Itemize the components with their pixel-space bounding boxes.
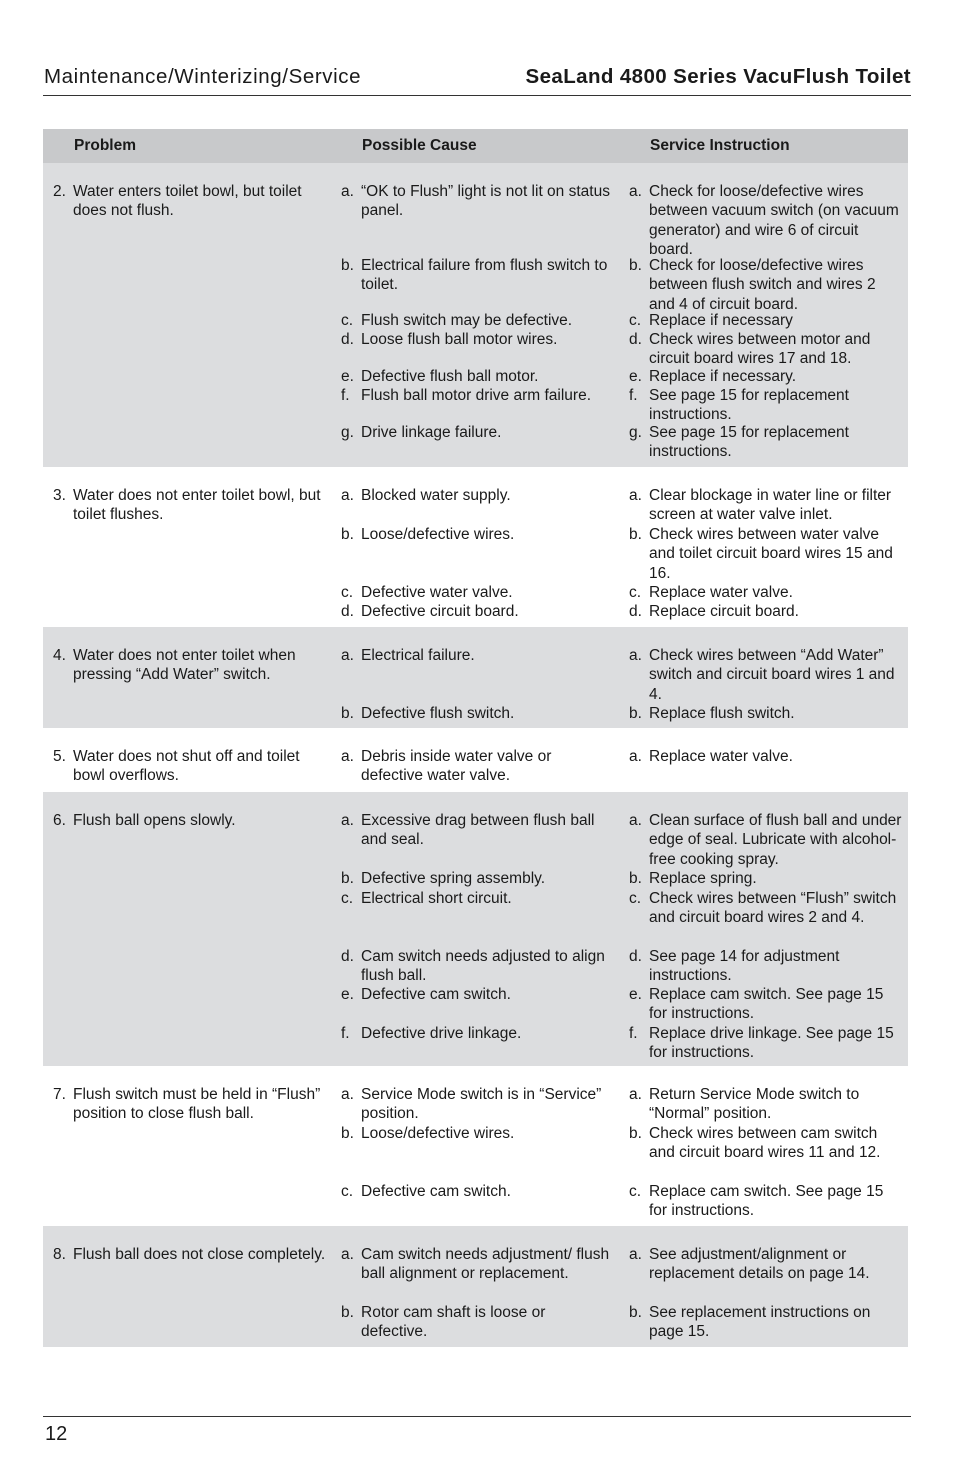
column-header-problem: Problem [74, 137, 137, 154]
problem-cell [53, 1066, 333, 1226]
cause-item-text: Loose/defective wires. [361, 1125, 515, 1142]
cause-item [341, 985, 611, 1004]
service-item [629, 367, 904, 386]
service-item-text: See adjustment/alignment or replacement details on page 14. [649, 1246, 870, 1283]
service-item-label: e. [629, 986, 642, 1003]
service-item-label: b. [629, 526, 642, 543]
service-item [629, 1245, 904, 1284]
cause-item [341, 947, 611, 986]
cause-item [341, 367, 611, 386]
service-item-label: a. [629, 1086, 642, 1103]
service-item-label: a. [629, 183, 642, 200]
service-item [629, 985, 904, 1024]
service-item-label: b. [629, 257, 642, 274]
possible-cause-cell [341, 728, 611, 792]
page-number: 12 [45, 1423, 68, 1445]
cause-item [341, 330, 611, 349]
cause-item [341, 869, 611, 888]
service-item [629, 1182, 904, 1221]
cause-item-text: Cam switch needs adjustment/ flush ball alignment or replacement. [361, 1246, 610, 1283]
service-item-text: See page 14 for adjustment instructions. [649, 948, 840, 985]
service-item [629, 182, 904, 259]
cause-item-label: b. [341, 870, 354, 887]
cause-item-text: Defective spring assembly. [361, 870, 546, 887]
service-item-label: f. [629, 1025, 638, 1042]
service-item-text: Clean surface of flush ball and under edge of seal. Lubricate with alcohol-free cooking spray. [649, 812, 902, 868]
cause-item-text: Cam switch needs adjusted to align flush ball. [361, 948, 605, 985]
problem-item [53, 486, 333, 525]
cause-item [341, 1182, 611, 1201]
service-item-text: Check wires between cam switch and circuit board wires 11 and 12. [649, 1125, 881, 1162]
service-item-text: Replace cam switch. See page 15 for instructions. [649, 986, 884, 1023]
service-item-text: Check for loose/defective wires between vacuum switch (on vacuum generator) and wire 6 of circuit board. [649, 183, 899, 258]
cause-item-text: Electrical short circuit. [361, 890, 512, 907]
service-instruction-cell [629, 627, 904, 728]
problem-item-text: Water does not enter toilet when pressing “Add Water” switch. [73, 647, 296, 684]
service-item [629, 423, 904, 462]
cause-item [341, 386, 611, 405]
cause-item-label: a. [341, 748, 354, 765]
cause-item-label: a. [341, 812, 354, 829]
service-item-text: Replace water valve. [649, 748, 793, 765]
service-item-text: Clear blockage in water line or filter screen at water valve inlet. [649, 487, 892, 524]
service-item-label: b. [629, 1125, 642, 1142]
service-item [629, 811, 904, 869]
problem-item [53, 182, 333, 221]
cause-item-text: Defective cam switch. [361, 1183, 511, 1200]
service-item-text: See page 15 for replacement instructions. [649, 387, 849, 424]
table-row [43, 467, 908, 627]
problem-item-label: 5. [53, 748, 66, 765]
cause-item-label: b. [341, 1304, 354, 1321]
service-item-text: Replace spring. [649, 870, 757, 887]
service-item-text: Replace water valve. [649, 584, 793, 601]
service-item-text: Check wires between motor and circuit board wires 17 and 18. [649, 331, 871, 368]
cause-item-label: d. [341, 603, 354, 620]
possible-cause-cell [341, 627, 611, 728]
problem-item [53, 747, 333, 786]
cause-item-label: f. [341, 1025, 350, 1042]
cause-item-label: e. [341, 986, 354, 1003]
service-item-text: Replace if necessary. [649, 368, 797, 385]
troubleshooting-table [43, 129, 908, 1347]
problem-item-label: 6. [53, 812, 66, 829]
service-item [629, 602, 904, 621]
cause-item-text: Service Mode switch is in “Service” position. [361, 1086, 602, 1123]
service-instruction-cell [629, 1066, 904, 1226]
service-item [629, 1024, 904, 1063]
cause-item-text: Flush switch may be defective. [361, 312, 573, 329]
cause-item [341, 583, 611, 602]
service-item-label: a. [629, 647, 642, 664]
service-item-text: Return Service Mode switch to “Normal” position. [649, 1086, 860, 1123]
cause-item [341, 1085, 611, 1124]
cause-item-label: b. [341, 1125, 354, 1142]
service-item-label: f. [629, 387, 638, 404]
possible-cause-cell [341, 1226, 611, 1347]
cause-item [341, 704, 611, 723]
service-item-text: Replace if necessary [649, 312, 793, 329]
service-instruction-cell [629, 1226, 904, 1347]
service-item-label: a. [629, 812, 642, 829]
cause-item-text: Defective water valve. [361, 584, 513, 601]
service-item-text: Replace flush switch. [649, 705, 795, 722]
problem-item-label: 4. [53, 647, 66, 664]
service-item-label: a. [629, 487, 642, 504]
service-item-text: Check wires between water valve and toilet circuit board wires 15 and 16. [649, 526, 893, 582]
cause-item-text: Drive linkage failure. [361, 424, 502, 441]
cause-item-text: Defective circuit board. [361, 603, 519, 620]
problem-cell [53, 728, 333, 792]
cause-item-label: f. [341, 387, 350, 404]
service-item [629, 869, 904, 888]
cause-item [341, 1124, 611, 1143]
problem-item-label: 3. [53, 487, 66, 504]
problem-item-text: Flush switch must be held in “Flush” position to close flush ball. [73, 1086, 321, 1123]
service-item [629, 311, 904, 330]
cause-item-label: c. [341, 312, 354, 329]
column-header-service-instruction: Service Instruction [650, 137, 790, 154]
cause-item-text: Rotor cam shaft is loose or defective. [361, 1304, 546, 1341]
service-item-label: d. [629, 603, 642, 620]
service-item-label: a. [629, 1246, 642, 1263]
cause-item-label: c. [341, 584, 354, 601]
service-item [629, 646, 904, 704]
service-item-label: c. [629, 584, 642, 601]
problem-item-label: 8. [53, 1246, 66, 1263]
cause-item [341, 182, 611, 221]
cause-item-label: a. [341, 1246, 354, 1263]
footer-rule [43, 1416, 911, 1417]
cause-item-label: b. [341, 526, 354, 543]
problem-cell [53, 163, 333, 467]
problem-item [53, 1085, 333, 1124]
manual-title: SeaLand 4800 Series VacuFlush Toilet [525, 65, 911, 88]
cause-item [341, 1303, 611, 1342]
cause-item-text: Loose flush ball motor wires. [361, 331, 558, 348]
cause-item-text: Loose/defective wires. [361, 526, 515, 543]
problem-item-label: 2. [53, 183, 66, 200]
cause-item [341, 889, 611, 908]
service-item-label: c. [629, 312, 642, 329]
service-item-text: Check wires between “Add Water” switch and circuit board wires 1 and 4. [649, 647, 895, 703]
service-item [629, 1085, 904, 1124]
service-item [629, 330, 904, 369]
page-header [43, 62, 911, 96]
section-title: Maintenance/Winterizing/Service [44, 65, 362, 88]
service-item-text: See replacement instructions on page 15. [649, 1304, 871, 1341]
cause-item-text: Blocked water supply. [361, 487, 511, 504]
service-item-label: e. [629, 368, 642, 385]
cause-item-text: Defective flush switch. [361, 705, 515, 722]
service-item [629, 947, 904, 986]
problem-item [53, 646, 333, 685]
service-item-label: b. [629, 1304, 642, 1321]
cause-item-text: Excessive drag between flush ball and seal. [361, 812, 595, 849]
cause-item [341, 747, 611, 786]
problem-item-text: Flush ball does not close completely. [73, 1246, 326, 1263]
service-item-label: c. [629, 890, 642, 907]
cause-item-text: Defective drive linkage. [361, 1025, 522, 1042]
cause-item-label: a. [341, 487, 354, 504]
table-row [43, 728, 908, 792]
service-item [629, 1303, 904, 1342]
problem-cell [53, 1226, 333, 1347]
problem-cell [53, 467, 333, 627]
problem-item-text: Water does not shut off and toilet bowl overflows. [73, 748, 300, 785]
service-item-text: See page 15 for replacement instructions. [649, 424, 849, 461]
cause-item [341, 811, 611, 850]
table-row [43, 1226, 908, 1347]
cause-item-label: c. [341, 890, 354, 907]
cause-item-label: a. [341, 647, 354, 664]
problem-cell [53, 627, 333, 728]
service-item-label: g. [629, 424, 642, 441]
problem-item [53, 811, 333, 830]
service-item-text: Replace circuit board. [649, 603, 799, 620]
service-item [629, 525, 904, 583]
problem-item-text: Water does not enter toilet bowl, but toilet flushes. [73, 487, 321, 524]
problem-item-text: Water enters toilet bowl, but toilet does not flush. [73, 183, 302, 220]
cause-item [341, 486, 611, 505]
service-item-text: Check wires between “Flush” switch and circuit board wires 2 and 4. [649, 890, 897, 927]
cause-item-label: d. [341, 948, 354, 965]
cause-item-label: a. [341, 183, 354, 200]
service-item-text: Replace cam switch. See page 15 for instructions. [649, 1183, 884, 1220]
cause-item [341, 525, 611, 544]
cause-item-label: g. [341, 424, 354, 441]
cause-item-text: Electrical failure. [361, 647, 475, 664]
service-item-label: d. [629, 948, 642, 965]
possible-cause-cell [341, 163, 611, 467]
service-item [629, 704, 904, 723]
cause-item-label: e. [341, 368, 354, 385]
cause-item [341, 256, 611, 295]
cause-item [341, 1024, 611, 1043]
table-row [43, 792, 908, 1066]
cause-item-label: a. [341, 1086, 354, 1103]
cause-item [341, 423, 611, 442]
service-item [629, 386, 904, 425]
service-instruction-cell [629, 163, 904, 467]
problem-item-label: 7. [53, 1086, 66, 1103]
service-item-label: b. [629, 705, 642, 722]
cause-item-label: d. [341, 331, 354, 348]
table-body [43, 163, 908, 1347]
service-item [629, 256, 904, 314]
table-row [43, 163, 908, 467]
service-item-text: Replace drive linkage. See page 15 for instructions. [649, 1025, 894, 1062]
table-header [43, 129, 908, 163]
possible-cause-cell [341, 792, 611, 1066]
cause-item-label: c. [341, 1183, 354, 1200]
cause-item-text: Electrical failure from flush switch to toilet. [361, 257, 608, 294]
cause-item-label: b. [341, 705, 354, 722]
cause-item-label: b. [341, 257, 354, 274]
service-instruction-cell [629, 728, 904, 792]
cause-item [341, 602, 611, 621]
service-item-label: a. [629, 748, 642, 765]
cause-item [341, 311, 611, 330]
table-row [43, 1066, 908, 1226]
service-item [629, 747, 904, 766]
possible-cause-cell [341, 467, 611, 627]
cause-item [341, 1245, 611, 1284]
possible-cause-cell [341, 1066, 611, 1226]
service-item-label: b. [629, 870, 642, 887]
service-item [629, 889, 904, 928]
problem-item-text: Flush ball opens slowly. [73, 812, 236, 829]
problem-item [53, 1245, 333, 1264]
service-item [629, 486, 904, 525]
service-instruction-cell [629, 467, 904, 627]
service-item [629, 583, 904, 602]
cause-item-text: “OK to Flush” light is not lit on status panel. [361, 183, 610, 220]
service-instruction-cell [629, 792, 904, 1066]
service-item-label: c. [629, 1183, 642, 1200]
problem-cell [53, 792, 333, 1066]
table-row [43, 627, 908, 728]
service-item-label: d. [629, 331, 642, 348]
cause-item-text: Debris inside water valve or defective water valve. [361, 748, 552, 785]
service-item [629, 1124, 904, 1163]
cause-item [341, 646, 611, 665]
cause-item-text: Defective cam switch. [361, 986, 511, 1003]
service-item-text: Check for loose/defective wires between flush switch and wires 2 and 4 of circuit board. [649, 257, 876, 313]
column-header-possible-cause: Possible Cause [362, 137, 477, 154]
cause-item-text: Flush ball motor drive arm failure. [361, 387, 591, 404]
cause-item-text: Defective flush ball motor. [361, 368, 539, 385]
